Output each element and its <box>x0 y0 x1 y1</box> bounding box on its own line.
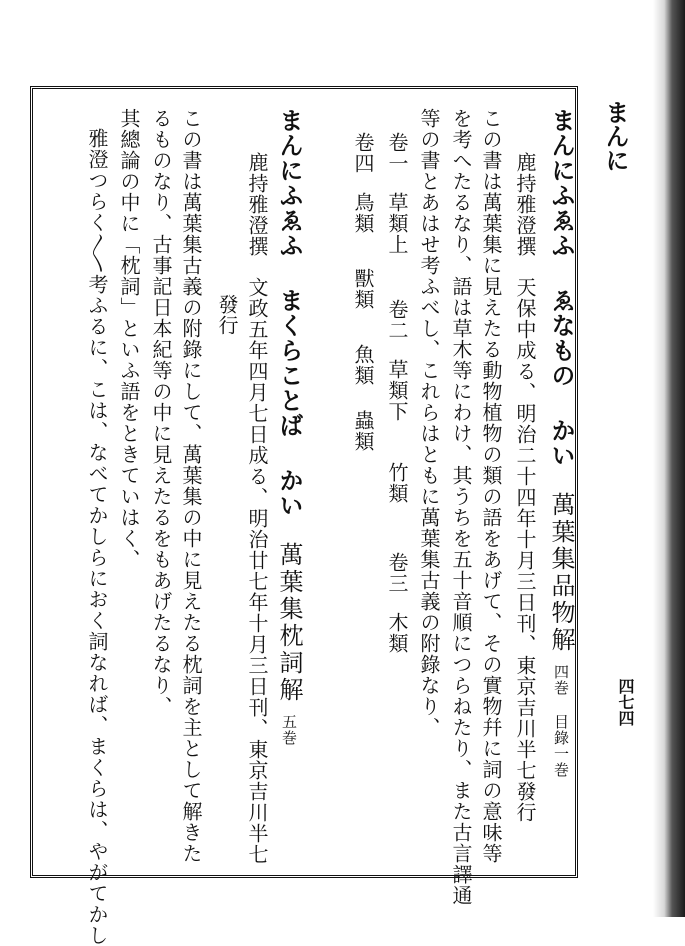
contents-item: 卷四 <box>351 132 375 174</box>
entry2-desc-1: この書は萬葉集古義の附錄にして、萬葉集の中に見えたる枕詞を主として解きた <box>179 108 203 864</box>
page-number: 四七四 <box>616 678 635 726</box>
entry2-work: 萬葉集枕詞解 <box>275 542 303 704</box>
entry2-vols: 五巻 <box>280 714 298 746</box>
entry1-work: 萬葉集品物解 <box>547 492 575 654</box>
contents-item: 魚類 <box>351 344 375 386</box>
contents-item: 卷三 <box>385 552 409 594</box>
entry1-desc-2: を考へたるなり、語は草木等にわけ、其うちを五十音順につらねたり、また古言譯通 <box>449 108 473 906</box>
entry1-title-text: まんにふゑふ ゑなもの かい <box>547 108 576 468</box>
contents-item: 草類上 <box>385 192 409 255</box>
entry1-pub: 天保中成る、明治二十四年十月三日刊、東京吉川半七發行 <box>513 277 537 823</box>
entry2-pub-1: 文政五年四月七日成る、明治廿七年十月三日刊、東京吉川半七 <box>245 277 269 865</box>
entry1-author: 鹿持雅澄撰 <box>513 152 537 257</box>
contents-item: 鳥類 <box>351 192 375 234</box>
entry2-desc-4: 雅澄つらく〳〵考ふるに、こは、なべてかしらにおく詞なれば、まくらは、やがてかし <box>85 128 109 946</box>
entry1-index: 目錄一巻 <box>552 714 570 778</box>
entry1-contents-row2 <box>353 132 373 452</box>
entry1-desc-3: 等の書とあはせ考ふべし、これらはともに萬葉集古義の附錄なり、 <box>417 108 441 738</box>
entry2-desc-2: るものなり、古事記日本紀等の中に見えたるをもあげたるなり、 <box>149 108 173 717</box>
contents-item: 木類 <box>385 612 409 654</box>
contents-item: 竹類 <box>385 462 409 504</box>
contents-item: 蟲類 <box>351 410 375 452</box>
entry2-title-text: まんにふゑふ まくらことば かい <box>275 108 304 518</box>
contents-item: 草類下 <box>385 359 409 422</box>
entry2-author-pub <box>247 152 267 865</box>
entry2-title <box>275 108 304 746</box>
entry2-author: 鹿持雅澄撰 <box>245 152 269 257</box>
entry2-pub-2: 發行 <box>215 294 239 336</box>
running-head: まんに <box>601 100 630 172</box>
contents-item: 卷二 <box>385 299 409 341</box>
page-binding-edge <box>653 0 685 917</box>
entry2-desc-3: 其總論の中に「枕詞」といふ語をときていはく、 <box>117 108 141 570</box>
entry1-vols: 四巻 <box>552 664 570 696</box>
entry1-title <box>547 108 576 778</box>
entry1-contents-row1 <box>387 132 407 654</box>
entry1-desc-1: この書は萬葉集に見えたる動物植物の類の語をあげて、その實物幷に詞の意味等 <box>479 108 503 864</box>
contents-item: 獸類 <box>351 268 375 310</box>
contents-item: 卷一 <box>385 132 409 174</box>
entry1-author-pub <box>515 152 535 823</box>
